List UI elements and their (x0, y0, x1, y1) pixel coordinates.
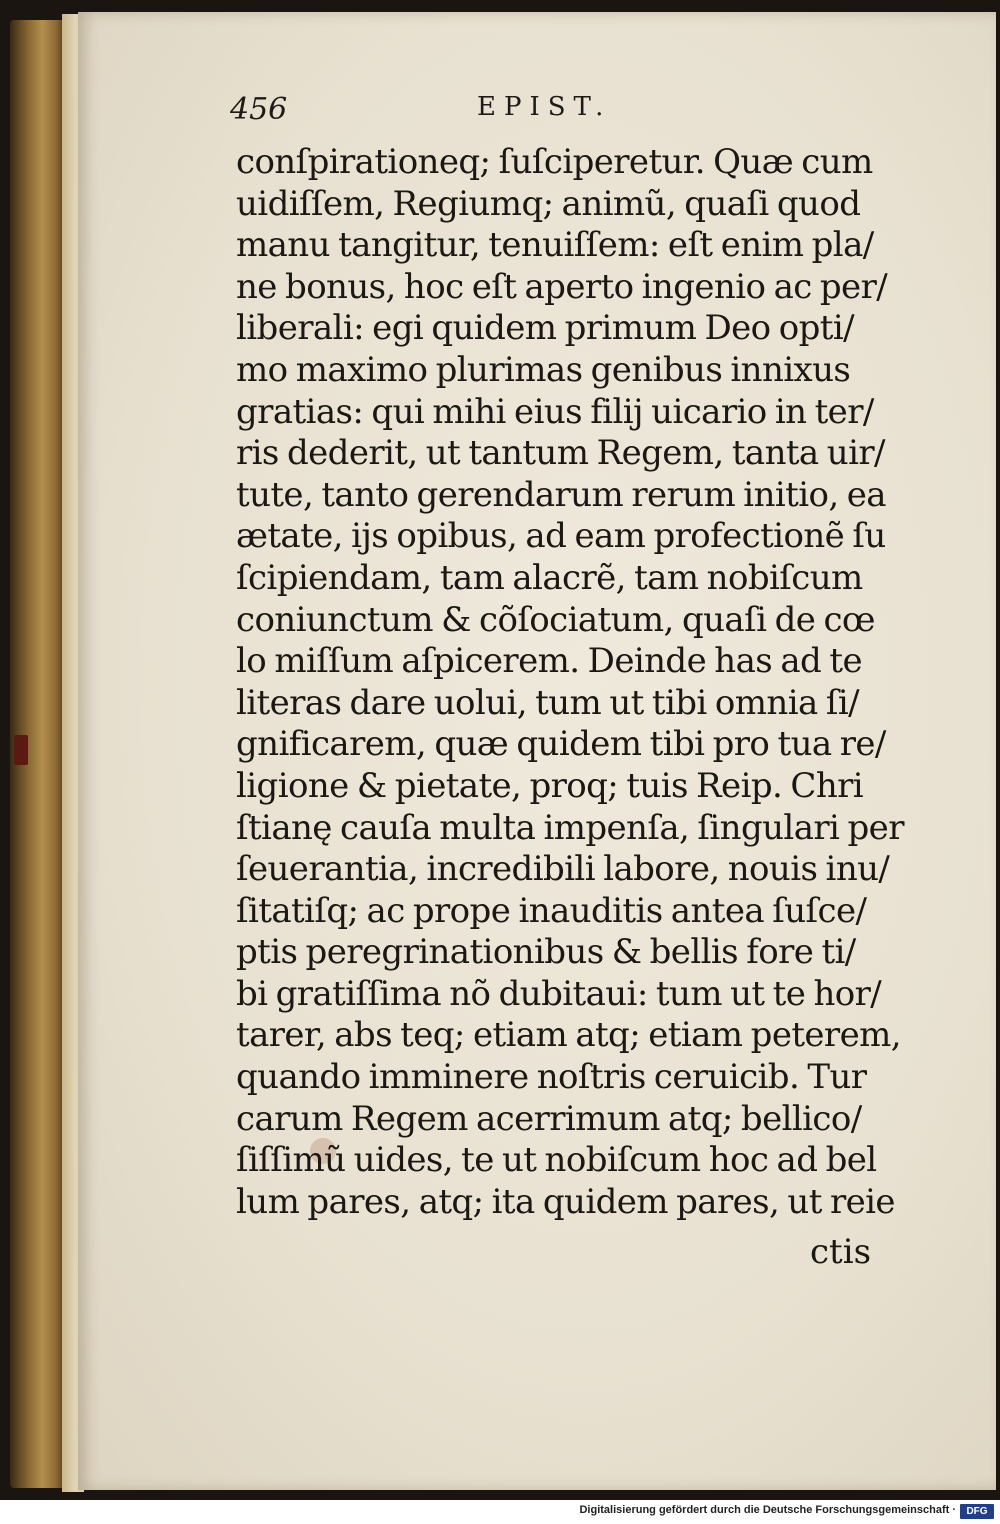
text-line: ætate, ijs opibus, ad eam profectionẽ ſu (236, 516, 886, 557)
text-line: ſcipiendam, tam alacrẽ, tam nobiſcum (236, 557, 863, 598)
text-line: conſpirationeq; ſuſciperetur. Quæ cum (236, 142, 873, 182)
funding-credit: Digitalisierung gefördert durch die Deutsche Forschungsgemeinschaft · (579, 1504, 956, 1516)
text-line: lo miſſum aſpicerem. Deinde has ad te (236, 641, 862, 682)
text-line: ſtianę cauſa multa impenſa, ſingulari per (236, 807, 904, 848)
spine-mark (14, 735, 28, 765)
text-line: manu tangitur, tenuiſſem: eſt enim pla/ (236, 225, 874, 266)
text-line: gratias: qui mihi eius filij uicario in ter/ (236, 391, 874, 432)
text-line: ſeuerantia, incredibili labore, nouis inu/ (236, 849, 890, 890)
text-line: liberali: egi quidem primum Deo opti/ (236, 308, 854, 349)
text-line: bi gratiſſima nõ dubitaui: tum ut te hor/ (236, 973, 882, 1014)
text-line: ptis peregrinationibus & bellis fore ti/ (236, 932, 856, 973)
text-line: literas dare uolui, tum ut tibi omnia ſi/ (236, 682, 859, 723)
text-line: tute, tanto gerendarum rerum initio, ea (236, 474, 886, 515)
catchword: ctis (810, 1232, 872, 1272)
text-line: ris dederit, ut tantum Regem, tanta uir/ (236, 433, 885, 474)
running-head-title: EPIST. (477, 92, 612, 122)
text-line: ſiſſimũ uides, te ut nobiſcum hoc ad bel (236, 1140, 877, 1181)
page-number: 456 (230, 92, 288, 127)
text-line: gnificarem, quæ quidem tibi pro tua re/ (236, 724, 886, 765)
text-line: tarer, abs teq; etiam atq; etiam peterem, (236, 1015, 901, 1056)
text-line: ne bonus, hoc eſt aperto ingenio ac per/ (236, 266, 888, 307)
text-line: ſitatiſq; ac prope inauditis antea ſuſce/ (236, 890, 867, 931)
footer-strip (0, 1500, 1000, 1524)
text-line: quando imminere noſtris ceruicib. Tur (236, 1057, 867, 1098)
text-line: carum Regem acerrimum atq; bellico/ (236, 1098, 862, 1139)
text-line: uidiſſem, Regiumq; animũ, quaſi quod (236, 183, 861, 224)
text-line: lum pares, atq; ita quidem pares, ut reie (236, 1181, 895, 1222)
text-line: mo maximo plurimas genibus innixus (236, 349, 851, 390)
text-line: ligione & pietate, proq; tuis Reip. Chri (236, 765, 864, 806)
text-line: coniunctum & cõſociatum, quaſi de cœ (236, 599, 875, 640)
latin-text-block (236, 142, 916, 1223)
dfg-logo-icon: DFG (960, 1504, 994, 1519)
